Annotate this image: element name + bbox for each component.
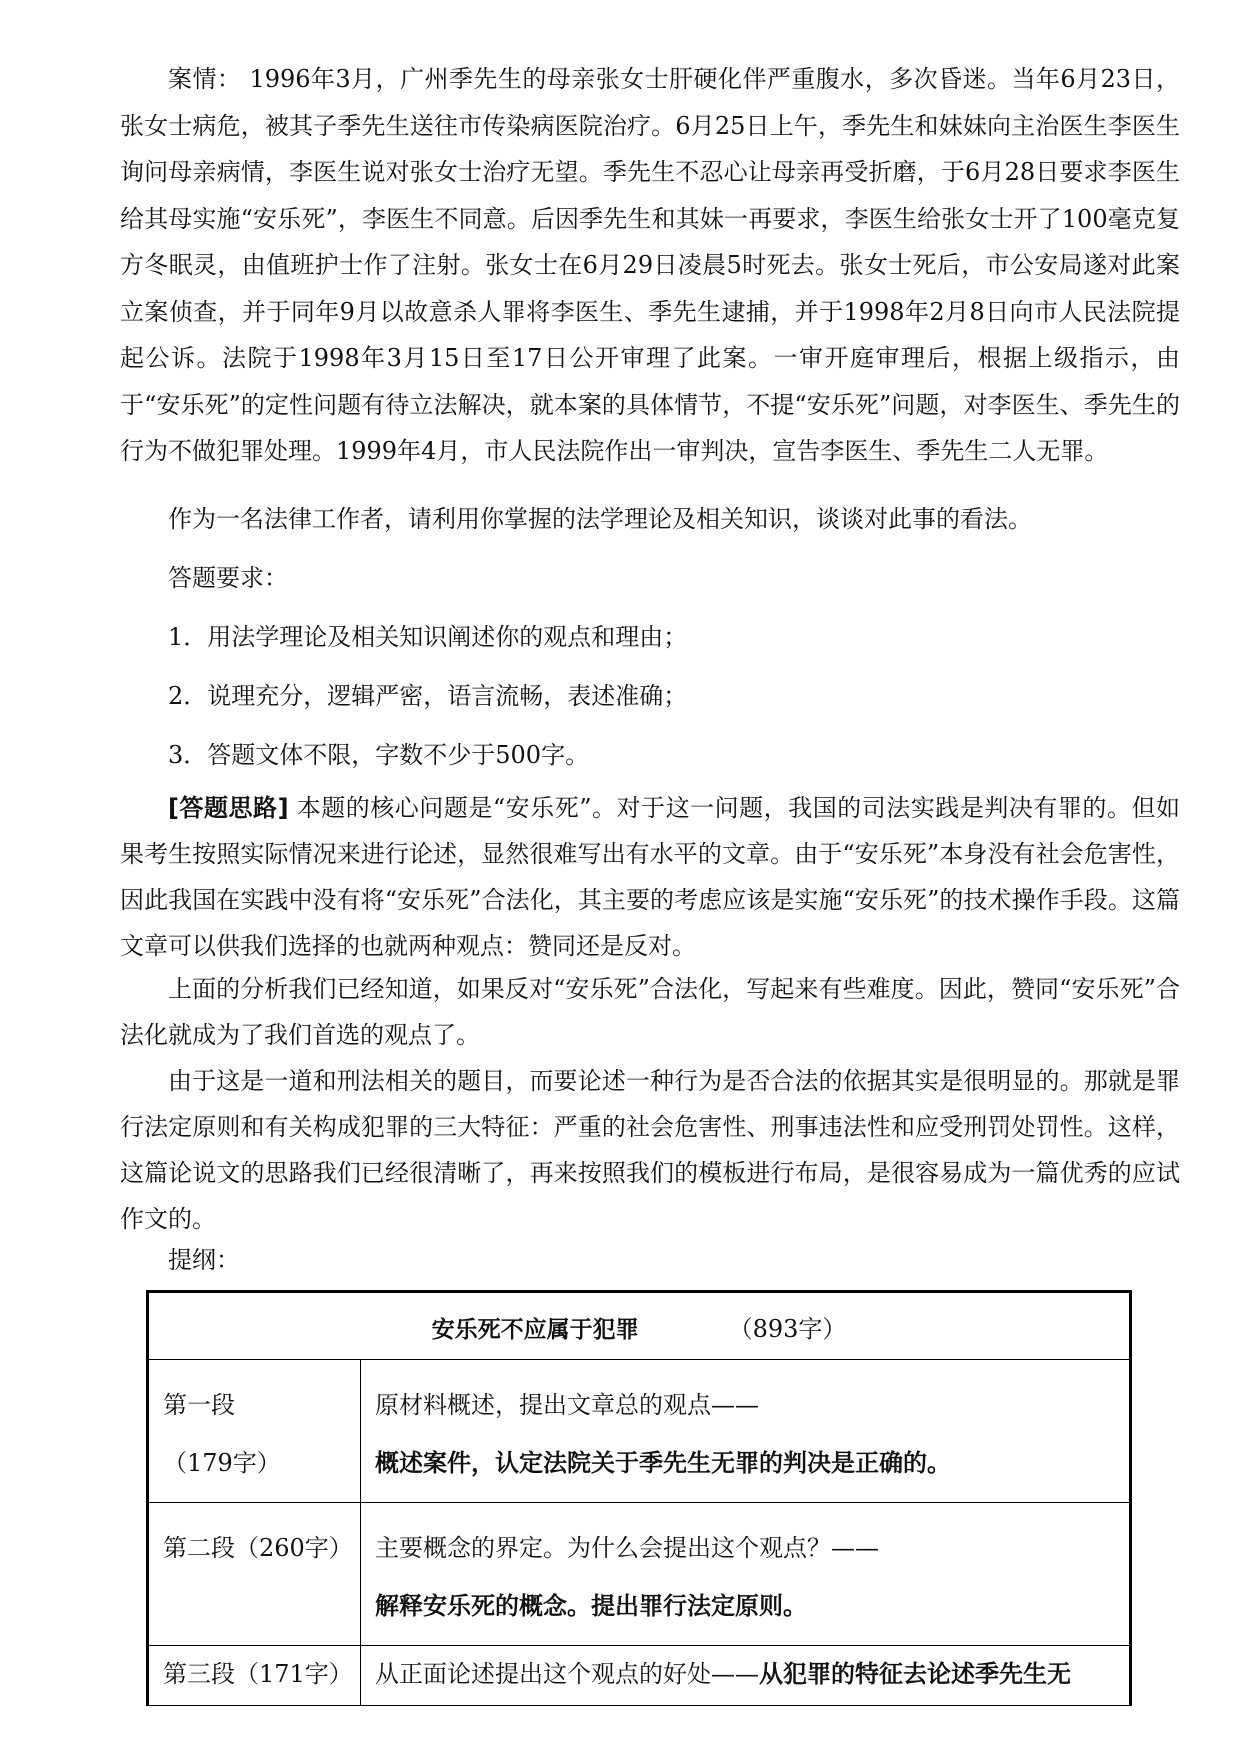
- outline-title: 安乐死不应属于犯罪: [431, 1316, 639, 1343]
- requirement-item-3: 3．答题文体不限，字数不少于500字。: [168, 741, 590, 769]
- requirement-item-1: 1．用法学理论及相关知识阐述你的观点和理由；: [168, 623, 688, 651]
- outline-content-cell: [361, 1646, 1131, 1706]
- question-paragraph: 作为一名法律工作者，请利用你掌握的法学理论及相关知识，谈谈对此事的看法。: [168, 505, 1032, 533]
- outline-section-cell: [148, 1503, 361, 1646]
- section-summary: 概述案件，认定法院关于季先生无罪的判决是正确的。: [375, 1449, 951, 1477]
- section-word-count: （179字）: [163, 1449, 281, 1477]
- reasoning-paragraph: 由于这是一道和刑法相关的题目，而要论述一种行为是否合法的依据其实是很明显的。那就是罪行法定原则和有关构成犯罪的三大特征：严重的社会危害性、刑事违法性和应受刑罚处罚性。这样，这篇论说文的思路我们已经很清晰了，再来按照我们的模板进行布局，是很容易成为一篇优秀的应试作文的。: [120, 1067, 1180, 1233]
- outline-row: [148, 1503, 1131, 1646]
- outline-content-cell: [361, 1360, 1131, 1503]
- outline-row: [148, 1360, 1131, 1503]
- requirements-title: 答题要求：: [168, 564, 288, 592]
- answer-thought-text: 本题的核心问题是“安乐死”。对于这一问题，我国的司法实践是判决有罪的。但如果考生按照实际情况来进行论述，显然很难写出有水平的文章。由于“安乐死”本身没有社会危害性，因此我国在实践中没有将“安乐死”合法化，其主要的考虑应该是实施“安乐死”的技术操作手段。这篇文章可以供我们选择的也就两种观点：赞同还是反对。: [120, 794, 1180, 960]
- requirement-item-2: 2．说理充分，逻辑严密，语言流畅，表述准确；: [168, 682, 688, 710]
- outline-content-cell: [361, 1503, 1131, 1646]
- answer-thought-paragraph: [120, 785, 1180, 969]
- section-name: 第三段（171字）: [163, 1660, 353, 1688]
- outline-word-count: （893字）: [728, 1314, 847, 1343]
- outline-row: [148, 1646, 1131, 1706]
- section-summary: 从犯罪的特征去论述季先生无: [759, 1660, 1071, 1688]
- section-description: 原材料概述，提出文章总的观点——: [375, 1391, 759, 1419]
- section-name: 第二段（260字）: [163, 1534, 353, 1562]
- answer-thought-label: [答题思路]: [168, 794, 289, 822]
- case-paragraph: 案情： 1996年3月，广州季先生的母亲张女士肝硬化伴严重腹水，多次昏迷。当年6月23日，张女士病危，被其子季先生送往市传染病医院治疗。6月25日上午，季先生和妹妹向主治医生李医生询问母亲病情，李医生说对张女士治疗无望。季先生不忍心让母亲再受折磨，于6月28日要求李医生给其母实施“安乐死”，李医生不同意。后因季先生和其妹一再要求，李医生给张女士开了100毫克复方冬眠灵，由值班护士作了注射。张女士在6月29日凌晨5时死去。张女士死后，市公安局遂对此案立案侦查，并于同年9月以故意杀人罪将李医生、季先生逮捕，并于1998年2月8日向市人民法院提起公诉。法院于1998年3月15日至17日公开审理了此案。一审开庭审理后，根据上级指示，由于“安乐死”的定性问题有待立法解决，就本案的具体情节，不提“安乐死”问题，对李医生、季先生的行为不做犯罪处理。1999年4月，市人民法院作出一审判决，宣告李医生、季先生二人无罪。: [120, 65, 1180, 465]
- section-summary: 解释安乐死的概念。提出罪行法定原则。: [375, 1592, 807, 1620]
- section-name: 第一段: [163, 1391, 235, 1419]
- outline-section-cell: [148, 1360, 361, 1503]
- outline-table: [146, 1290, 1132, 1706]
- section-description: 从正面论述提出这个观点的好处——: [375, 1660, 759, 1688]
- section-description: 主要概念的界定。为什么会提出这个观点？——: [375, 1534, 879, 1562]
- analysis-paragraph: 上面的分析我们已经知道，如果反对“安乐死”合法化，写起来有些难度。因此，赞同“安乐死”合法化就成为了我们首选的观点了。: [120, 975, 1180, 1049]
- outline-label: 提纲：: [168, 1246, 240, 1274]
- outline-section-cell: [148, 1646, 361, 1706]
- outline-title-cell: [148, 1292, 1131, 1360]
